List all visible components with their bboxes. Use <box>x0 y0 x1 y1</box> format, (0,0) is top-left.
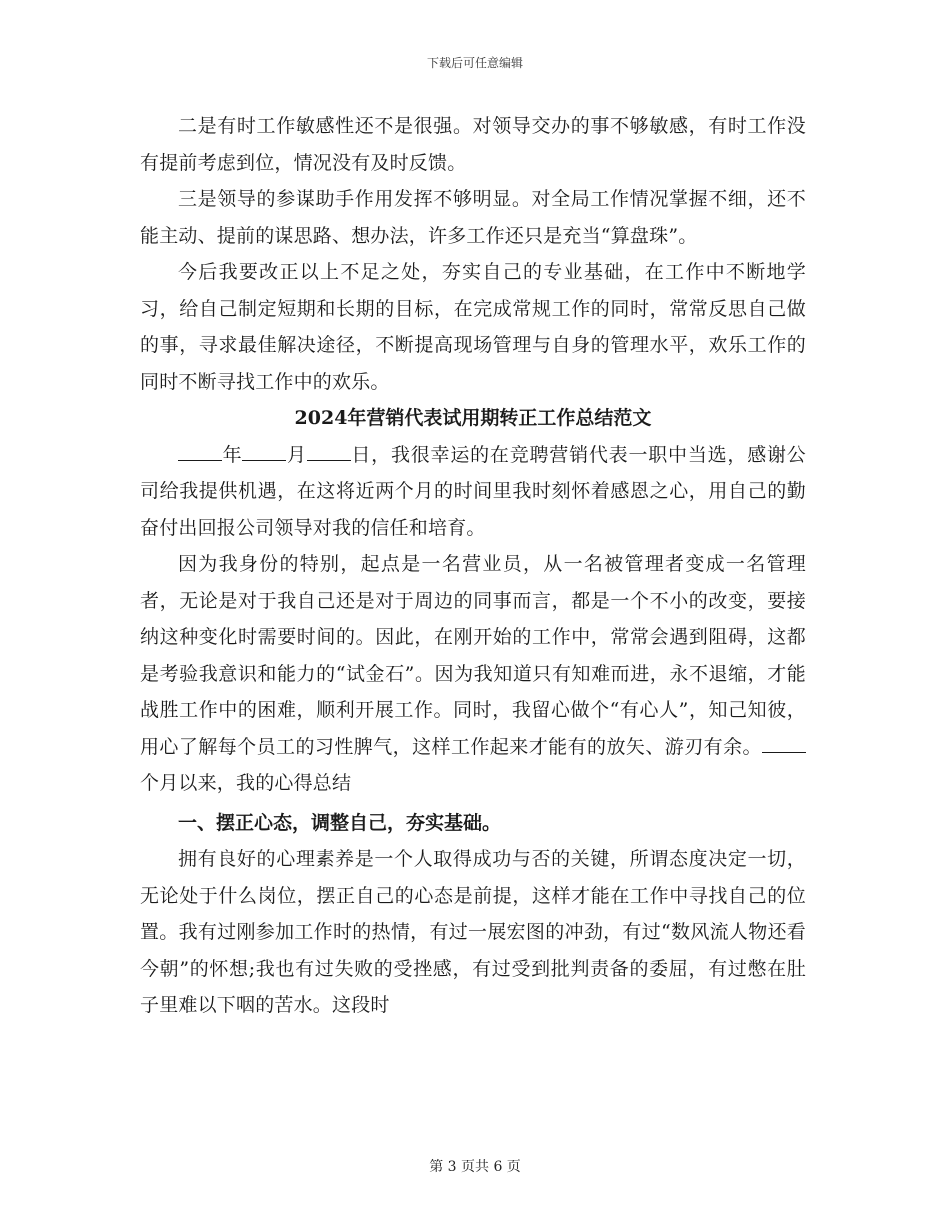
paragraph-mindset: 拥有良好的心理素养是一个人取得成功与否的关键，所谓态度决定一切，无论处于什么岗位，摆正自己的心态是前提，这样才能在工作中寻找自己的位置。我有过刚参加工作时的热情，有过一展宏图的冲劲，有过“数风流人物还看今朝”的怀想;我也有过失败的受挫感，有过受到批判责备的委屈，有过憋在肚子里难以下咽的苦水。这段时 <box>140 848 806 1016</box>
document-title: 2024年营销代表试用期转正工作总结范文 <box>294 407 652 429</box>
day-suffix: 日，我很幸运的在竞聘营销代表一职中当选，感谢公司给我提供机遇，在这将近两个月的时间里我时刻怀着感恩之心，用自己的勤奋付出回报公司领导对我的信任和培育。 <box>140 443 806 539</box>
paragraph-advisor-role: 三是领导的参谋助手作用发挥不够明显。对全局工作情况掌握不细，还不能主动、提前的谋思路、想办法，许多工作还只是充当“算盘珠”。 <box>140 188 806 247</box>
identity-summary: 个月以来，我的心得总结 <box>140 772 352 794</box>
blank-year <box>178 459 222 461</box>
month-suffix: 月 <box>286 443 307 466</box>
paragraph-intro <box>140 437 806 547</box>
blank-day <box>307 459 351 461</box>
section-heading-1: 一、摆正心态，调整自己，夯实基础。 <box>178 811 502 834</box>
paragraph-identity-change <box>140 546 806 802</box>
paragraph-improvement-plan: 今后我要改正以上不足之处，夯实自己的专业基础，在工作中不断地学习，给自己制定短期和长期的目标，在完成常规工作的同时，常常反思自己做的事，寻求最佳解决途径，不断提高现场管理与自身的管理水平，欢乐工作的同时不断寻找工作中的欢乐。 <box>140 261 806 393</box>
blank-month <box>242 459 286 461</box>
paragraph-sensitivity: 二是有时工作敏感性还不是很强。对领导交办的事不够敏感，有时工作没有提前考虑到位，情况没有及时反馈。 <box>140 115 806 174</box>
year-suffix: 年 <box>222 443 243 466</box>
document-body <box>140 108 806 1024</box>
blank-months <box>762 751 806 753</box>
page-footer: 第 3 页共 6 页 <box>429 1159 521 1175</box>
identity-text: 因为我身份的特别，起点是一名营业员，从一名被管理者变成一名管理者，无论是对于我自己还是对于周边的同事而言，都是一个不小的改变，要接纳这种变化时需要时间的。因此，在刚开始的工作中，常常会遇到阻碍，这都是考验我意识和能力的“试金石”。因为我知道只有知难而进，永不退缩，才能战胜工作中的困难，顺利开展工作。同时，我留心做个“有心人”，知己知彼，用心了解每个员工的习性脾气，这样工作起来才能有的放矢、游刃有余。 <box>140 553 806 758</box>
page-header: 下载后可任意编辑 <box>426 56 523 70</box>
